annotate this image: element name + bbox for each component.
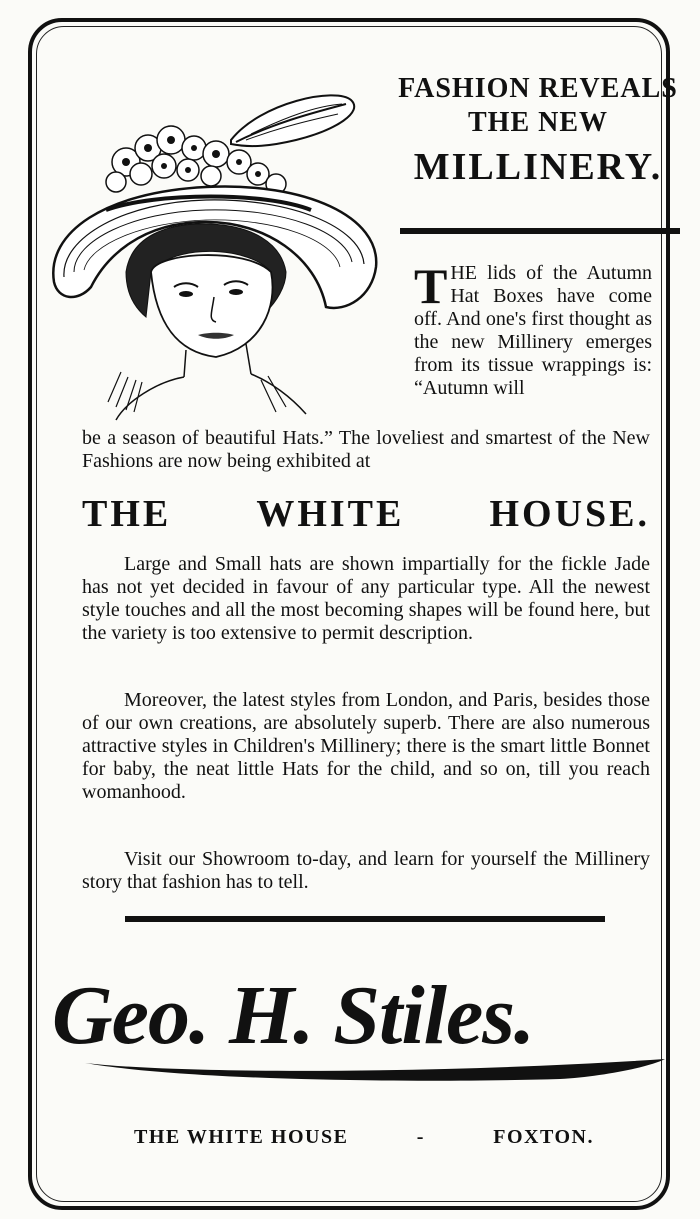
intro-paragraph [414, 258, 652, 400]
body-paragraph-1: Large and Small hats are shown impartially for the fickle Jade has not yet decided in favour of any particular type. All the newest style touches and all the most becoming shapes will be found here, but the variety is too extensive to permit description. [82, 553, 650, 644]
signature-script: Geo. H. Stiles. [52, 969, 534, 1062]
signature-graphic [40, 955, 680, 1085]
footer-town: FOXTON. [493, 1126, 594, 1148]
headline-rule [400, 228, 680, 234]
footer-address [134, 1126, 594, 1149]
intro-text: HE lids of the Autumn Hat Boxes have come off. And one's first thought as the new Millinery emerges from its tissue wrappings is: “Autumn will [414, 262, 652, 399]
shoulders [116, 374, 306, 420]
woman-in-hat-illustration [46, 82, 391, 422]
intro-continuation: be a season of beautiful Hats.” The loveliest and smartest of the New Fashions are now being exhibited at [82, 427, 650, 472]
body-paragraph-3: Visit our Showroom to-day, and learn for yourself the Millinery story that fashion has to tell. [82, 848, 650, 893]
signature-block [40, 955, 680, 1085]
store-name-banner [82, 492, 650, 536]
footer-store: THE WHITE HOUSE [134, 1126, 349, 1148]
headline-line-2: THE NEW [467, 107, 609, 139]
store-name-word-3: HOUSE. [489, 493, 650, 535]
headline-line-3: MILLINERY. [413, 146, 663, 189]
store-name-word-1: THE [82, 493, 172, 535]
signature-rule [125, 916, 605, 922]
headline [388, 72, 688, 191]
store-name-word-2: WHITE [256, 493, 405, 535]
headline-line-1: FASHION REVEALS [398, 73, 678, 104]
drop-cap: T [414, 258, 448, 314]
body-paragraph-2: Moreover, the latest styles from London, and Paris, besides those of our own creations, are absolutely superb. There are also numerous attractive styles in Children's Millinery; there is the smart little Bonnet for baby, the neat little Hats for the child, and so on, till you reach womanhood. [82, 689, 650, 803]
footer-separator: - [416, 1126, 425, 1148]
